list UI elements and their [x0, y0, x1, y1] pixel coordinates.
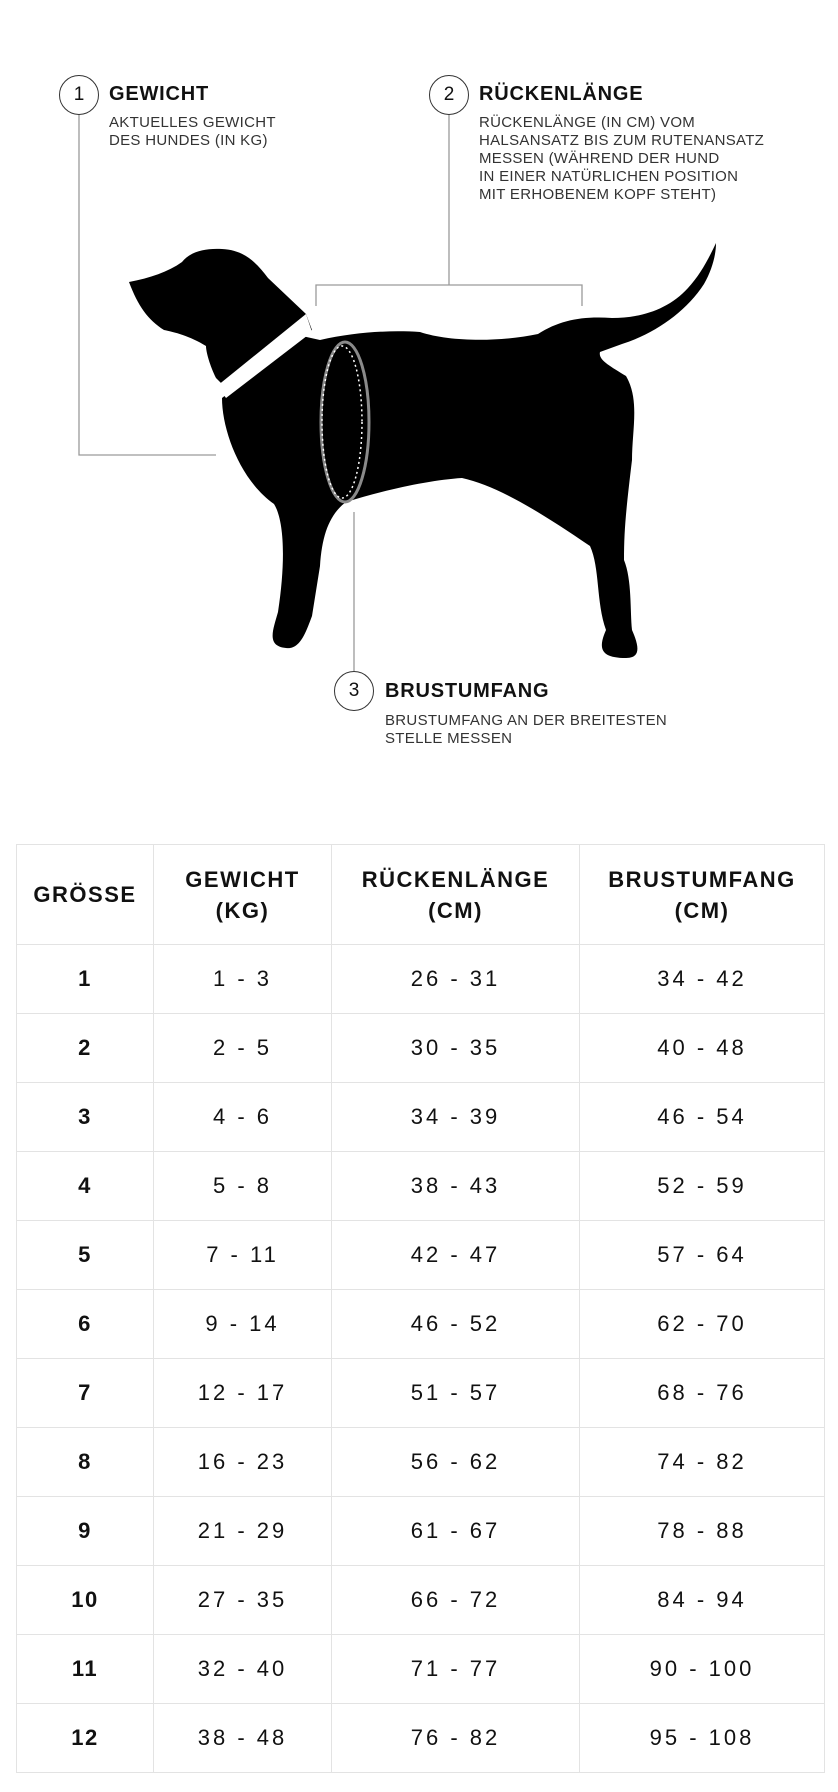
callout-title-back-length: RÜCKENLÄNGE [479, 83, 644, 105]
table-row [17, 1152, 825, 1221]
cell-back-length: 61 - 67 [332, 1497, 580, 1566]
cell-size: 3 [17, 1083, 154, 1152]
cell-chest: 57 - 64 [580, 1221, 825, 1290]
cell-size: 11 [17, 1635, 154, 1704]
cell-back-length: 34 - 39 [332, 1083, 580, 1152]
size-table [16, 844, 825, 1773]
cell-weight: 32 - 40 [154, 1635, 332, 1704]
description-line: HALSANSATZ BIS ZUM RUTENANSATZ [479, 132, 765, 149]
cell-back-length: 46 - 52 [332, 1290, 580, 1359]
cell-weight: 9 - 14 [154, 1290, 332, 1359]
cell-size: 8 [17, 1428, 154, 1497]
callout-title-chest: BRUSTUMFANG [385, 680, 550, 702]
cell-chest: 95 - 108 [580, 1704, 825, 1773]
header-back-length [332, 845, 580, 945]
header-line: BRUSTUMFANG [608, 866, 796, 892]
callout-description-weight [109, 114, 276, 150]
cell-size: 1 [17, 945, 154, 1014]
back-length-bracket [316, 285, 582, 306]
header-line: GRÖSSE [33, 882, 137, 907]
description-line: STELLE MESSEN [385, 730, 513, 747]
measurement-diagram [0, 0, 838, 800]
cell-weight: 7 - 11 [154, 1221, 332, 1290]
cell-chest: 74 - 82 [580, 1428, 825, 1497]
table-row [17, 1428, 825, 1497]
cell-chest: 46 - 54 [580, 1083, 825, 1152]
table-row [17, 1014, 825, 1083]
dog-silhouette [129, 243, 716, 658]
cell-chest: 52 - 59 [580, 1152, 825, 1221]
callout-number-1: 1 [59, 75, 99, 115]
cell-size: 5 [17, 1221, 154, 1290]
cell-chest: 68 - 76 [580, 1359, 825, 1428]
callout-description-chest [385, 712, 667, 748]
cell-back-length: 30 - 35 [332, 1014, 580, 1083]
cell-chest: 34 - 42 [580, 945, 825, 1014]
callout-title-weight: GEWICHT [109, 83, 210, 105]
table-row [17, 1704, 825, 1773]
table-row [17, 1083, 825, 1152]
cell-size: 7 [17, 1359, 154, 1428]
cell-size: 4 [17, 1152, 154, 1221]
table-row [17, 1497, 825, 1566]
table-row [17, 1290, 825, 1359]
cell-back-length: 76 - 82 [332, 1704, 580, 1773]
description-line: BRUSTUMFANG AN DER BREITESTEN [385, 712, 668, 729]
cell-chest: 62 - 70 [580, 1290, 825, 1359]
table-row [17, 945, 825, 1014]
description-line: DES HUNDES (IN KG) [109, 132, 268, 149]
cell-back-length: 71 - 77 [332, 1635, 580, 1704]
callout-number-2: 2 [429, 75, 469, 115]
cell-weight: 4 - 6 [154, 1083, 332, 1152]
cell-size: 10 [17, 1566, 154, 1635]
callout-description-back-length [479, 114, 764, 204]
cell-weight: 2 - 5 [154, 1014, 332, 1083]
description-line: MIT ERHOBENEM KOPF STEHT) [479, 186, 717, 203]
cell-weight: 1 - 3 [154, 945, 332, 1014]
table-row [17, 1566, 825, 1635]
cell-size: 12 [17, 1704, 154, 1773]
header-unit: (KG) [215, 897, 270, 923]
cell-back-length: 66 - 72 [332, 1566, 580, 1635]
header-unit: (CM) [428, 897, 483, 923]
cell-chest: 40 - 48 [580, 1014, 825, 1083]
header-chest [580, 845, 825, 945]
cell-weight: 27 - 35 [154, 1566, 332, 1635]
cell-weight: 5 - 8 [154, 1152, 332, 1221]
cell-weight: 16 - 23 [154, 1428, 332, 1497]
table-body [17, 945, 825, 1773]
description-line: MESSEN (WÄHREND DER HUND [479, 150, 720, 167]
cell-back-length: 42 - 47 [332, 1221, 580, 1290]
table-header-row [17, 845, 825, 945]
cell-chest: 84 - 94 [580, 1566, 825, 1635]
cell-chest: 78 - 88 [580, 1497, 825, 1566]
table-row [17, 1221, 825, 1290]
description-line: IN EINER NATÜRLICHEN POSITION [479, 168, 739, 185]
cell-back-length: 26 - 31 [332, 945, 580, 1014]
description-line: AKTUELLES GEWICHT [109, 114, 276, 131]
header-unit: (CM) [674, 897, 730, 923]
table-row [17, 1359, 825, 1428]
cell-weight: 12 - 17 [154, 1359, 332, 1428]
cell-size: 6 [17, 1290, 154, 1359]
cell-size: 9 [17, 1497, 154, 1566]
description-line: RÜCKENLÄNGE (IN CM) VOM [479, 114, 696, 131]
header-line: GEWICHT [185, 866, 300, 892]
cell-size: 2 [17, 1014, 154, 1083]
header-line: RÜCKENLÄNGE [361, 866, 550, 892]
cell-back-length: 38 - 43 [332, 1152, 580, 1221]
cell-weight: 38 - 48 [154, 1704, 332, 1773]
table-row [17, 1635, 825, 1704]
cell-weight: 21 - 29 [154, 1497, 332, 1566]
cell-back-length: 56 - 62 [332, 1428, 580, 1497]
callout-number-3: 3 [334, 671, 374, 711]
cell-back-length: 51 - 57 [332, 1359, 580, 1428]
header-weight [154, 845, 332, 945]
header-size [17, 845, 154, 945]
cell-chest: 90 - 100 [580, 1635, 825, 1704]
